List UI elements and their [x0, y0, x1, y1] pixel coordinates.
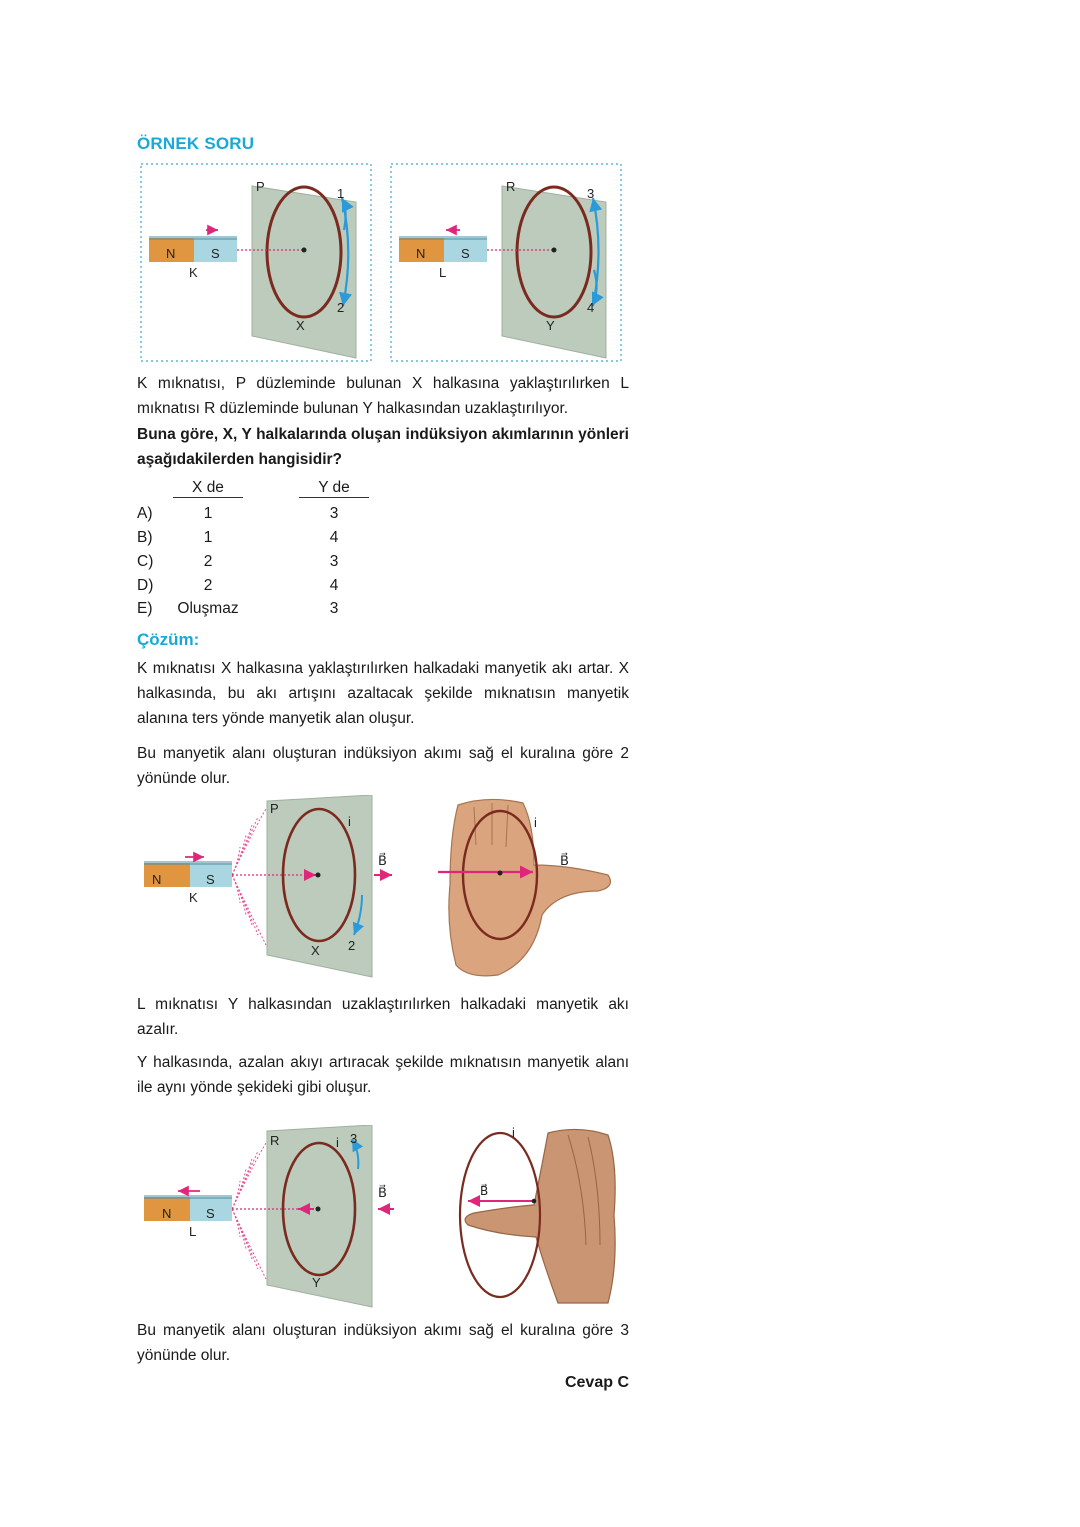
figure-withdraw-right-hand — [138, 1125, 628, 1310]
fig1-left-dir1-label: 1 — [337, 186, 345, 201]
fig3-hand-current-label: i — [512, 1125, 515, 1140]
option-letter: C) — [137, 553, 154, 570]
fig1-left-ring-label: X — [296, 318, 305, 333]
solution-paragraph-5: Bu manyetik alanı oluşturan indüksiyon akımı sağ el kuralına göre 3 yönünde olur. — [137, 1322, 629, 1364]
option-row[interactable] — [137, 597, 397, 621]
option-letter: D) — [137, 577, 154, 594]
fig2-hand-field-label: B⃗ — [560, 853, 569, 868]
fig1-right-s-label: S — [461, 246, 470, 261]
solution-paragraph-2: Bu manyetik alanı oluşturan indüksiyon akımı sağ el kuralına göre 2 yönünde olur. — [137, 745, 629, 787]
fig2-magnet-label: K — [189, 890, 198, 905]
option-row[interactable] — [137, 574, 397, 598]
fig1-right-n-label: N — [416, 246, 426, 261]
answer-label: Cevap C — [564, 1374, 629, 1391]
option-letter: E) — [137, 600, 153, 617]
fig1-right-dir2-label: 4 — [587, 300, 595, 315]
figure-approach-right-hand — [138, 795, 628, 980]
figure-magnets-rings — [138, 160, 638, 365]
fig2-dir-label: 2 — [348, 938, 356, 953]
fig3-field-label: B⃗ — [378, 1185, 387, 1200]
fig2-plane-label: P — [270, 801, 279, 816]
fig2-field-label: B⃗ — [378, 853, 387, 868]
option-y-value: 4 — [329, 577, 339, 594]
fig1-right-ring-label: Y — [546, 318, 555, 333]
option-y-value: 4 — [329, 529, 339, 546]
right-hand-illustration — [438, 799, 610, 975]
question-prompt: Buna göre, X, Y halkalarında oluşan indüksiyon akımlarının yönleri aşağıdakilerden hangisidir? — [137, 426, 629, 468]
solution-paragraph-3: L mıknatısı Y halkasından uzaklaştırılırken halkadaki manyetik akı azalır. — [137, 996, 629, 1038]
fig3-n-label: N — [162, 1206, 172, 1221]
fig2-hand-current-label: i — [534, 815, 537, 830]
fig1-right-plane-label: R — [506, 179, 516, 194]
option-x-value: 2 — [203, 553, 213, 570]
fig3-ring-label: Y — [312, 1275, 321, 1290]
option-x-value: 1 — [203, 529, 213, 546]
fig3-plane-label: R — [270, 1133, 280, 1148]
header-x: X de — [192, 479, 224, 496]
fig1-right-magnet-label: L — [439, 265, 447, 280]
option-row[interactable] — [137, 526, 397, 550]
fig1-left-s-label: S — [211, 246, 220, 261]
fig2-s-label: S — [206, 872, 215, 887]
option-y-value: 3 — [329, 553, 339, 570]
fig3-hand-field-label: B⃗ — [480, 1184, 489, 1198]
fig2-ring-label: X — [311, 943, 320, 958]
solution-paragraph-1: K mıknatısı X halkasına yaklaştırılırken halkadaki manyetik akı artar. X halkasında, bu akı artışını azaltacak şekilde mıknatısın manyetik alanına ters yönde manyetik alan oluşur. — [137, 660, 629, 727]
fig1-right-dir1-label: 3 — [587, 186, 595, 201]
fig1-left-dir2-label: 2 — [337, 300, 345, 315]
option-x-value: Oluşmaz — [177, 600, 239, 617]
fig2-current-label: i — [348, 814, 351, 829]
option-row[interactable] — [137, 502, 397, 526]
option-row[interactable] — [137, 550, 397, 574]
fig3-dir-label: 3 — [350, 1131, 358, 1146]
fig3-current-label: i — [336, 1135, 339, 1150]
solution-heading: Çözüm: — [137, 630, 200, 649]
header-x-underline — [173, 497, 243, 498]
fig1-left-n-label: N — [166, 246, 176, 261]
solution-paragraph-4: Y halkasında, azalan akıyı artıracak şekilde mıknatısın manyetik alanı ile aynı yönde şekideki gibi oluşur. — [137, 1054, 629, 1096]
option-letter: B) — [137, 529, 153, 546]
fig1-left-magnet-label: K — [189, 265, 198, 280]
fig3-magnet-label: L — [189, 1224, 197, 1239]
option-x-value: 1 — [203, 505, 213, 522]
header-y: Y de — [318, 479, 350, 496]
fig2-n-label: N — [152, 872, 162, 887]
question-text: K mıknatısı, P düzleminde bulunan X halkasına yaklaştırılırken L mıknatısı R düzleminde bulunan Y halkasından uzaklaştırılıyor. — [137, 375, 629, 417]
fig3-s-label: S — [206, 1206, 215, 1221]
option-y-value: 3 — [329, 600, 339, 617]
option-x-value: 2 — [203, 577, 213, 594]
example-heading: ÖRNEK SORU — [137, 134, 255, 153]
option-letter: A) — [137, 505, 153, 522]
right-hand-illustration — [460, 1129, 615, 1303]
fig1-left-plane-label: P — [256, 179, 265, 194]
header-y-underline — [299, 497, 369, 498]
option-y-value: 3 — [329, 505, 339, 522]
